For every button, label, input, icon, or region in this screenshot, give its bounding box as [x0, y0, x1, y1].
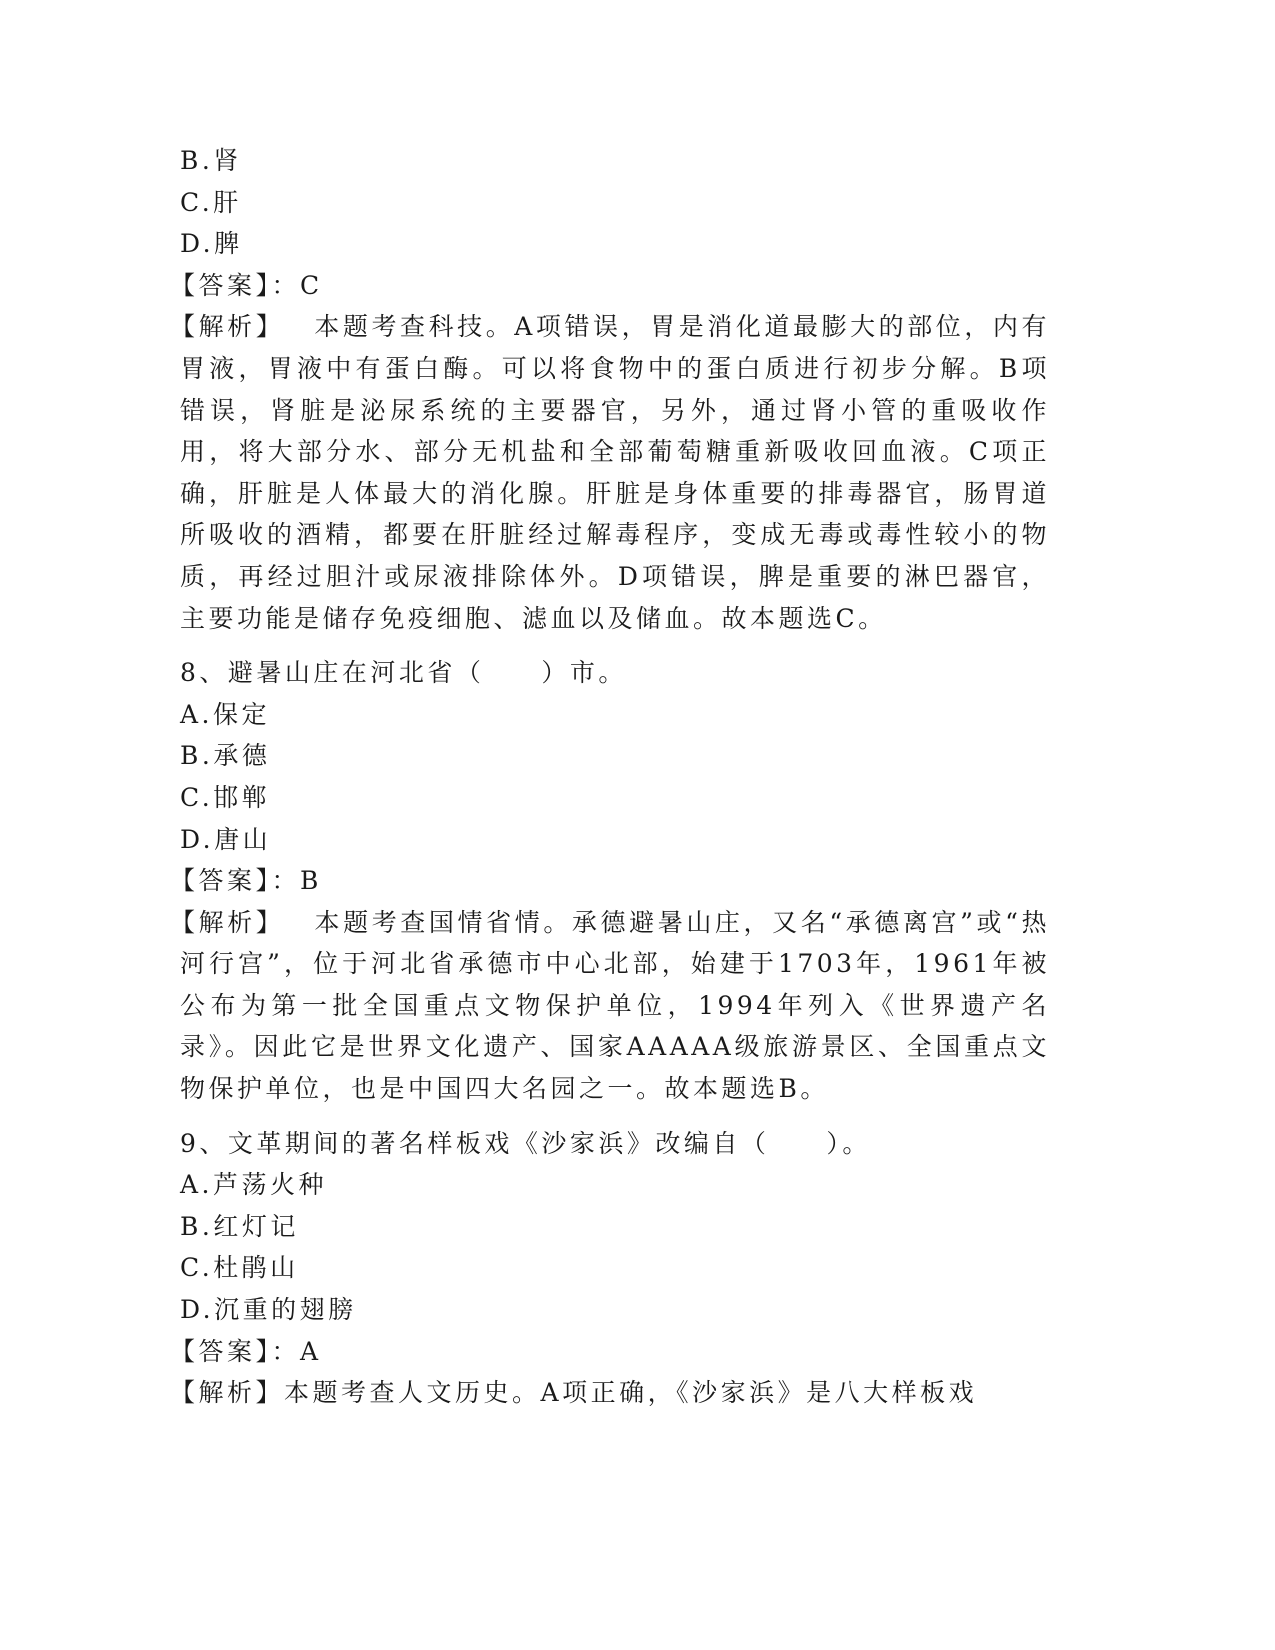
answer-value: ：C — [271, 270, 323, 300]
option-d: D.脾 — [180, 229, 243, 259]
answer-tag: 【答案】 — [170, 270, 272, 300]
analysis-text: 本题考查国情省情。承德避暑山庄，又名“承德离宫”或“热河行宫”，位于河北省承德市中心北部，始建于1703年，1961年被公布为第一批全国重点文物保护单位，1994年列入《世界遗产名录》。因此它是世界文化遗产、国家AAAAA级旅游景区、全国重点文物保护单位，也是中国四大名园之一。故本题选B。 — [180, 907, 1050, 1104]
option-a: A.芦荡火种 — [180, 1170, 328, 1200]
analysis-tag: 【解析】 — [170, 312, 285, 342]
analysis-paragraph — [170, 306, 1050, 639]
question-7-block — [170, 140, 1050, 639]
exam-page — [170, 140, 1050, 1414]
question-stem: 9、文革期间的著名样板戏《沙家浜》改编自（ ）。 — [180, 1128, 871, 1158]
answer-value: ：A — [271, 1336, 322, 1366]
option-d: D.唐山 — [180, 824, 272, 854]
option-b: B.红灯记 — [180, 1211, 299, 1241]
analysis-text: 本题考查人文历史。A项正确，《沙家浜》是八大样板戏 — [284, 1378, 978, 1408]
analysis-tag: 【解析】 — [170, 1378, 285, 1408]
analysis-paragraph — [170, 902, 1050, 1110]
answer-tag: 【答案】 — [170, 866, 272, 896]
option-c: C.杜鹃山 — [180, 1253, 299, 1283]
question-9-block — [170, 1123, 1050, 1414]
question-8-block — [170, 652, 1050, 1110]
answer-tag: 【答案】 — [170, 1336, 272, 1366]
answer-line — [170, 1331, 1050, 1373]
analysis-paragraph — [170, 1372, 1050, 1414]
answer-line — [170, 265, 1050, 307]
answer-line — [170, 860, 1050, 902]
analysis-tag: 【解析】 — [170, 907, 285, 937]
option-c: C.肝 — [180, 187, 242, 217]
answer-value: ：B — [271, 866, 322, 896]
option-a: A.保定 — [180, 699, 271, 729]
option-c: C.邯郸 — [180, 782, 271, 812]
analysis-text: 本题考查科技。A项错误，胃是消化道最膨大的部位，内有胃液，胃液中有蛋白酶。可以将食物中的蛋白质进行初步分解。B项错误，肾脏是泌尿系统的主要器官，另外，通过肾小管的重吸收作用，将大部分水、部分无机盐和全部葡萄糖重新吸收回血液。C项正确，肝脏是人体最大的消化腺。肝脏是身体重要的排毒器官，肠胃道所吸收的酒精，都要在肝脏经过解毒程序，变成无毒或毒性较小的物质，再经过胆汁或尿液排除体外。D项错误，脾是重要的淋巴器官，主要功能是储存免疫细胞、滤血以及储血。故本题选C。 — [180, 312, 1050, 633]
question-stem: 8、避暑山庄在河北省（ ）市。 — [180, 658, 627, 688]
option-b: B.肾 — [180, 146, 242, 175]
option-d: D.沉重的翅膀 — [180, 1295, 357, 1325]
option-b: B.承德 — [180, 741, 271, 771]
